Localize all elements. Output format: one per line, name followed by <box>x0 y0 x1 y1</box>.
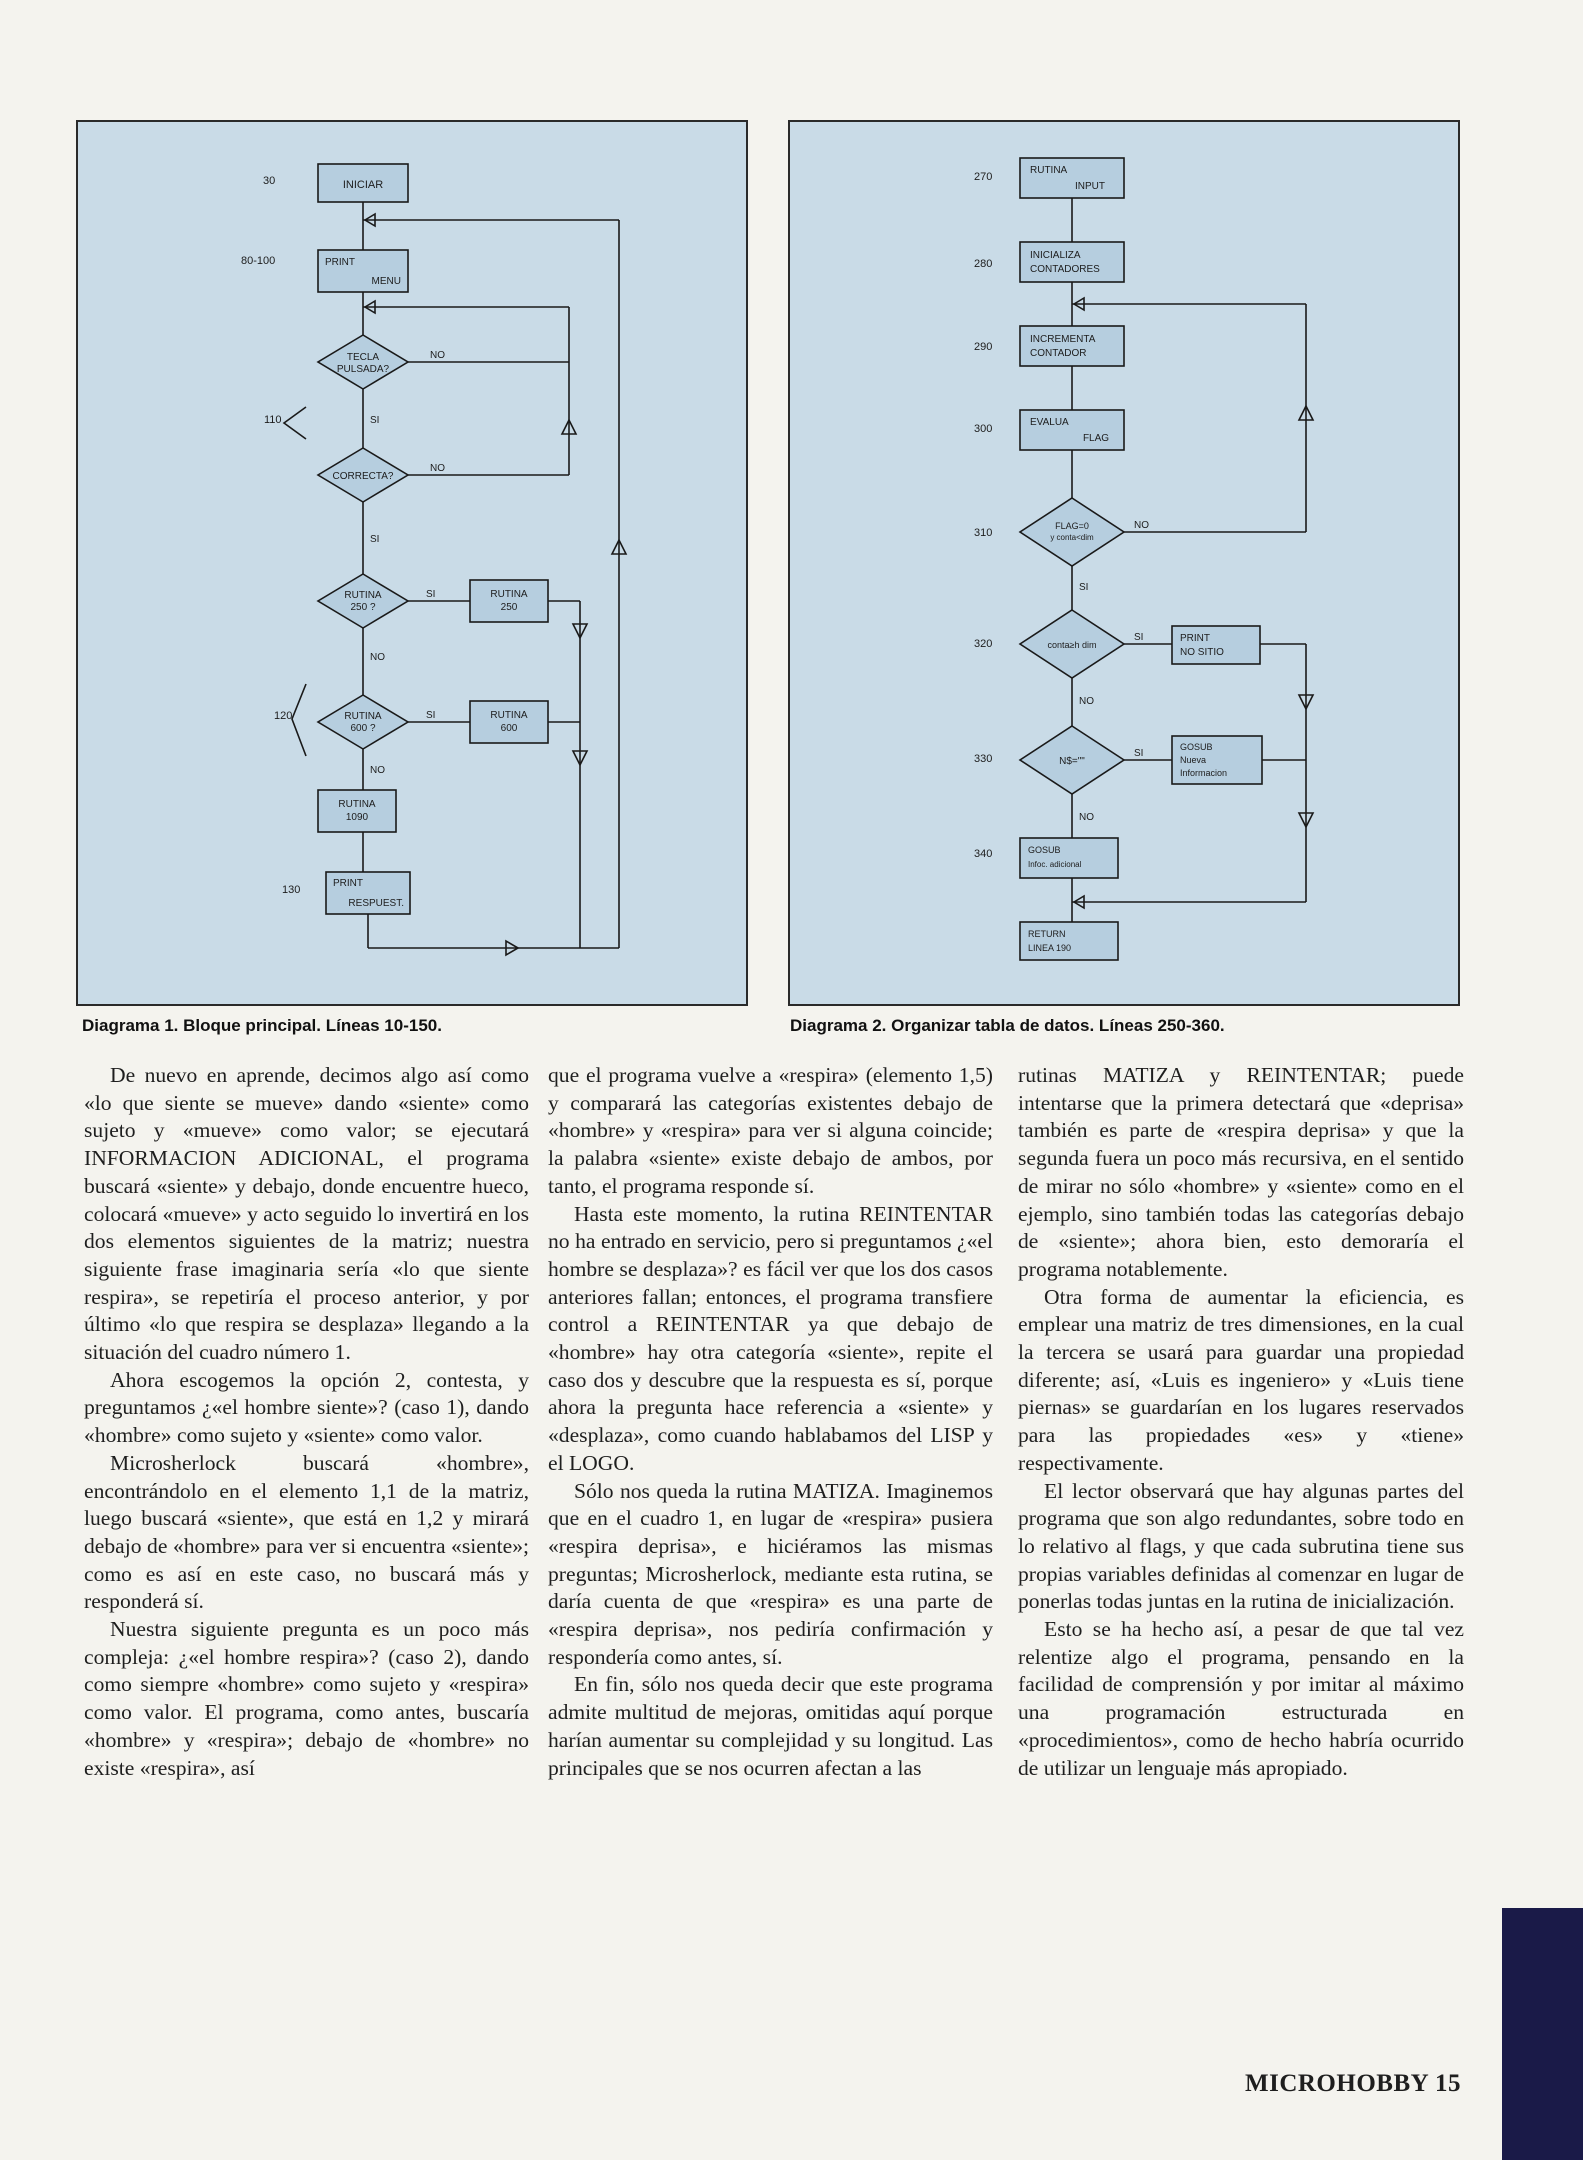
d2-evalua-1: EVALUA <box>1030 417 1069 428</box>
d2-box-print-nositio <box>1172 626 1260 664</box>
d1-bracket-120 <box>292 684 306 756</box>
d1-diamond-rutina600 <box>318 695 408 749</box>
paragraph: Nuestra siguiente pregunta es un poco más compleja: ¿«el hombre respira»? (caso 2), dando como siempre «hombre» como sujeto y «respira» como valor. El programa, como antes, buscaría «hombre» y «respira»; debajo de «hombre» no existe «respira», así <box>84 1617 529 1780</box>
d2-gosub-nueva-3: Informacion <box>1180 768 1228 778</box>
d2-print-nositio-1: PRINT <box>1180 633 1210 644</box>
d2-line-310: 310 <box>974 527 993 539</box>
paragraph: Otra forma de aumentar la eficiencia, es emplear una matriz de tres dimensiones, en la cual la tercera se usará para guardar una propiedad diferente; así, «Luis es ingeniero» y «Luis tiene piernas» se guardarían en los lugares reservados para las propiedades «es» y «tiene» respectivamente. <box>1018 1284 1464 1475</box>
d1-rutina1090-2: 1090 <box>345 812 369 823</box>
diagram-1 <box>76 120 748 1006</box>
d2-gosub-nueva-1: GOSUB <box>1180 742 1213 752</box>
paragraph: Sólo nos queda la rutina MATIZA. Imaginemos que en el cuadro 1, en lugar de «respira» pusiera «respira deprisa», e hiciéramos las mismas preguntas; Microsherlock, mediante esta rutina, se daría cuenta de que «respira» es una parte de «respira deprisa», nos pediría confirmación y respondería como antes, sí. <box>548 1478 993 1669</box>
d1-tecla-1: TECLA <box>346 352 380 363</box>
paragraph: De nuevo en aprende, decimos algo así como «lo que siente se mueve» dando «siente» como sujeto y «mueve» como valor; se ejecutará INFORMACION ADICIONAL, el programa buscará «siente» y debajo, donde encuentre hueco, colocará «mueve» y acto seguido lo invertirá en los dos elementos siguientes de la matriz; nuestra siguiente frase imaginaria sería «lo que siente respira», se repetiría el proceso anterior, y por último «lo que respira se desplaza» llegando a la situación del cuadro número 1. <box>84 1063 529 1365</box>
d1-correcta-si: SI <box>370 534 380 545</box>
d1-correcta-label: CORRECTA? <box>332 471 394 482</box>
diagram-2-caption: Diagrama 2. Organizar tabla de datos. Líneas 250-360. <box>790 1016 1225 1035</box>
d2-line-340: 340 <box>974 848 993 860</box>
d2-line-270: 270 <box>974 171 993 183</box>
d2-gosub-infoc-2: Infoc. adicional <box>1028 860 1082 869</box>
d2-conta-label: conta≥h dim <box>1047 640 1097 650</box>
d2-box-inicializa <box>1020 242 1124 282</box>
d1-rutina1090-1: RUTINA <box>338 799 376 810</box>
d1-rutina250-no: NO <box>370 652 385 663</box>
d2-conta-si: SI <box>1134 632 1144 643</box>
d1-print-menu-2: MENU <box>371 276 401 287</box>
d2-line-280: 280 <box>974 258 993 270</box>
d2-flag-2: y conta<dim <box>1050 533 1094 542</box>
d1-rutina600q-1: RUTINA <box>344 711 382 722</box>
diagram-1-flowchart <box>78 122 746 1004</box>
d1-tecla-2: PULSADA? <box>336 364 390 375</box>
d2-box-evalua <box>1020 410 1124 450</box>
paragraph: Esto se ha hecho así, a pesar de que tal vez relentize algo el programa, pensando en la facilidad de comprensión y por imitar al máximo una programación estructurada en «procedimientos», como de hecho habría ocurrido de utilizar un lenguaje más apropiado. <box>1018 1617 1464 1780</box>
d2-rutina-input-1: RUTINA <box>1030 165 1068 176</box>
d2-ns-label: N$="" <box>1059 756 1085 767</box>
d2-return-1: RETURN <box>1028 929 1066 939</box>
d2-print-nositio-2: NO SITIO <box>1180 647 1224 658</box>
d1-line-120: 120 <box>274 710 293 722</box>
d2-line-290: 290 <box>974 341 993 353</box>
d1-rutina250q-2: 250 ? <box>350 602 376 613</box>
d2-rutina-input-2: INPUT <box>1075 181 1105 192</box>
d2-return-2: LINEA 190 <box>1028 943 1072 953</box>
d2-flag-no: NO <box>1134 520 1149 531</box>
d1-rutina600q-2: 600 ? <box>350 723 376 734</box>
d1-box-rutina1090 <box>318 790 396 832</box>
d1-tecla-si: SI <box>370 415 380 426</box>
d1-iniciar-label: INICIAR <box>342 179 384 191</box>
paragraph: que el programa vuelve a «respira» (elemento 1,5) y comparará las categorías existentes debajo de «hombre» y «respira» para ver si alguna coincide; la palabra «siente» existe debajo de ambos, por tanto, el programa responde sí. <box>548 1063 993 1198</box>
d2-inicializa-1: INICIALIZA <box>1030 250 1081 261</box>
d1-rutina250-1: RUTINA <box>490 589 528 600</box>
article-column-1 <box>84 1062 529 1782</box>
d2-incrementa-2: CONTADOR <box>1030 348 1087 359</box>
d1-rutina600-2: 600 <box>500 723 518 734</box>
d1-diamond-rutina250 <box>318 574 408 628</box>
paragraph: En fin, sólo nos queda decir que este programa admite multitud de mejoras, omitidas aquí porque harían aumentar su complejidad y su longitud. Las principales que se nos ocurren afectan a las <box>548 1672 993 1780</box>
d1-rutina250-si: SI <box>426 589 436 600</box>
d2-line-330: 330 <box>974 753 993 765</box>
d1-line-110: 110 <box>264 414 282 426</box>
d2-line-320: 320 <box>974 638 993 650</box>
page-number: 15 <box>1435 2070 1461 2097</box>
d2-conta-no: NO <box>1079 696 1094 707</box>
d2-flag-1: FLAG=0 <box>1055 521 1089 531</box>
d1-print-menu-1: PRINT <box>325 257 355 268</box>
d2-gosub-infoc-1: GOSUB <box>1028 845 1061 855</box>
d2-box-rutina-input <box>1020 158 1124 198</box>
d2-diamond-flag <box>1020 498 1124 566</box>
d2-ns-si: SI <box>1134 748 1144 759</box>
d1-rutina250-2: 250 <box>500 602 518 613</box>
d2-ns-no: NO <box>1079 812 1094 823</box>
d1-tecla-no: NO <box>430 350 445 361</box>
d2-inicializa-2: CONTADORES <box>1030 264 1100 275</box>
d1-rutina600-1: RUTINA <box>490 710 528 721</box>
d1-print-resp-2: RESPUEST. <box>348 898 404 909</box>
article-column-3 <box>1018 1062 1464 1782</box>
d1-correcta-no: NO <box>430 463 445 474</box>
page-footer <box>1245 2070 1461 2098</box>
paragraph: Microsherlock buscará «hombre», encontrándolo en el elemento 1,1 de la matriz, luego buscará «siente», que está en 1,2 y mirará debajo de «hombre» para ver si encuentra «siente»; como es así en este caso, no buscará más y responderá sí. <box>84 1450 529 1614</box>
d1-line-80-100: 80-100 <box>241 255 276 267</box>
diagram-1-caption: Diagrama 1. Bloque principal. Líneas 10-150. <box>82 1016 442 1035</box>
d1-print-resp-1: PRINT <box>333 878 363 889</box>
paragraph: rutinas MATIZA y REINTENTAR; puede intentarse que la primera detectará que «deprisa» también es parte de «respira deprisa» y que la segunda fuera un poco más recursiva, en el sentido de mirar no sólo «hombre» y «siente» como en el ejemplo, sino también todas las categorías debajo de «siente»; ahora bien, esto demoraría el programa notablemente. <box>1018 1063 1464 1281</box>
diagram-2-flowchart <box>790 122 1458 1004</box>
paragraph: Hasta este momento, la rutina REINTENTAR no ha entrado en servicio, pero si preguntamos ¿«el hombre se desplaza»? es fácil ver que los dos casos anteriores fallan; entonces, el programa transfiere control a REINTENTAR ya que debajo de «hombre» hay otra categoría «siente», repite el caso dos y descubre que la respuesta es sí, porque ahora la pregunta hace referencia a «siente» y «desplaza», como cuando hablabamos del LISP y el LOGO. <box>548 1201 993 1475</box>
d2-box-return <box>1020 922 1118 960</box>
d1-rutina250q-1: RUTINA <box>344 590 382 601</box>
d2-incrementa-1: INCREMENTA <box>1030 334 1096 345</box>
d2-gosub-nueva-2: Nueva <box>1180 755 1207 765</box>
paragraph: El lector observará que hay algunas partes del programa que son algo redundantes, sobre todo en lo relativo al flags, y que cada subrutina tiene sus propias variables definidas al comenzar en lugar de ponerlas todas juntas en la rutina de inicialización. <box>1018 1478 1464 1614</box>
d2-line-300: 300 <box>974 423 993 435</box>
d1-rutina600-si: SI <box>426 710 436 721</box>
diagram-2 <box>788 120 1460 1006</box>
d2-flag-si: SI <box>1079 582 1089 593</box>
d2-evalua-2: FLAG <box>1082 433 1110 444</box>
d2-box-incrementa <box>1020 326 1124 366</box>
d1-line-30: 30 <box>263 175 276 187</box>
d2-box-gosub-infoc <box>1020 838 1118 878</box>
article-column-2 <box>548 1062 993 1782</box>
paragraph: Ahora escogemos la opción 2, contesta, y preguntamos ¿«el hombre siente»? (caso 1), dando «hombre» como sujeto y «siente» como valor. <box>84 1367 529 1448</box>
side-color-tab <box>1502 1908 1583 2160</box>
d1-box-rutina600 <box>470 701 548 743</box>
d1-bracket-110 <box>284 407 306 439</box>
d1-box-rutina250 <box>470 580 548 622</box>
d1-line-130: 130 <box>282 884 301 896</box>
magazine-name: MICROHOBBY <box>1245 2070 1429 2097</box>
d1-rutina600-no: NO <box>370 765 385 776</box>
